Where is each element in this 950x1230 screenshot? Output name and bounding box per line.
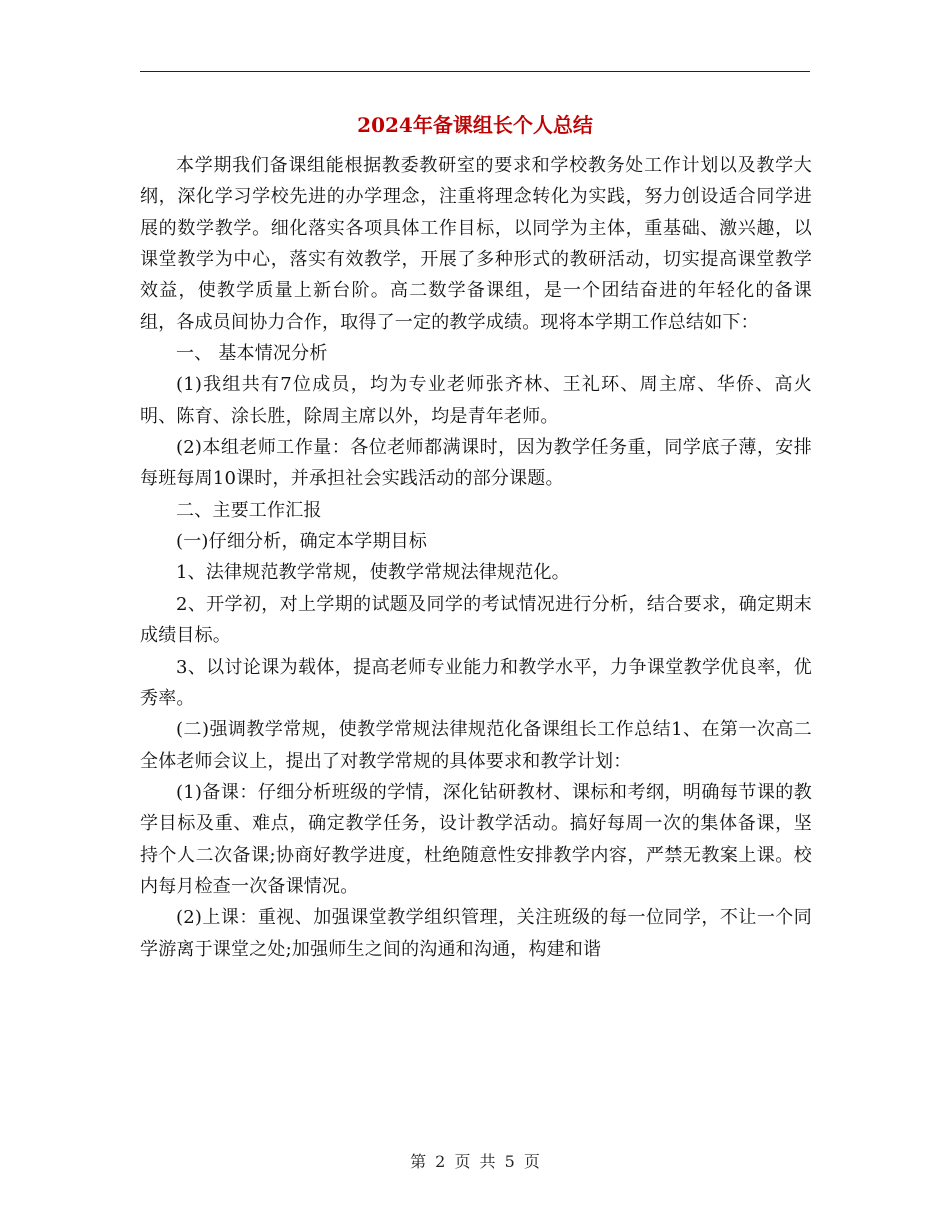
paragraph-lesson-prep: (1)备课：仔细分析班级的学情，深化钻研教材、课标和考纲，明确每节课的教学目标及重、难点，确定教学任务，设计教学活动。搞好每周一次的集体备课，坚持个人二次备课;协商好教学进度，杜绝随意性安排教学内容，严禁无教案上课。校内每月检查一次备课情况。 — [140, 781, 812, 897]
paragraph-intro: 本学期我们备课组能根据教委教研室的要求和学校教务处工作计划以及教学大纲，深化学习学校先进的办学理念，注重将理念转化为实践，努力创设适合同学进展的数学教学。细化落实各项具体工作目标，以同学为主体，重基础、激兴趣，以课堂教学为中心，落实有效教学，开展了多种形式的教研活动，切实提高课堂教学效益，使教学质量上新台阶。高二数学备课组，是一个团结奋进的年轻化的备课组，各成员间协力合作，取得了一定的教学成绩。现将本学期工作总结如下： — [140, 155, 812, 333]
list-item-3: 3、以讨论课为载体，提高老师专业能力和教学水平，力争课堂教学优良率，优秀率。 — [140, 656, 812, 709]
header-rule — [140, 71, 810, 72]
list-item-1: 1、法律规范教学常规，使教学常规法律规范化。 — [176, 562, 570, 584]
paragraph-members: (1)我组共有7位成员，均为专业老师张齐林、王礼环、周主席、华侨、高火明、陈育、涂长胜，除周主席以外，均是青年老师。 — [140, 374, 812, 427]
list-item-2: 2、开学初，对上学期的试题及同学的考试情况进行分析，结合要求，确定期末成绩目标。 — [140, 593, 812, 647]
paragraph-workload: (2)本组老师工作量：各位老师都满课时，因为教学任务重，同学底子薄，安排每班每周10课时，并承担社会实践活动的部分课题。 — [140, 437, 812, 490]
document-body — [140, 150, 812, 965]
heading-basic-situation: 一、 基本情况分析 — [176, 343, 328, 365]
subheading-routine: (二)强调教学常规，使教学常规法律规范化备课组长工作总结1、在第一次高二全体老师会议上，提出了对教学常规的具体要求和教学计划： — [140, 719, 812, 772]
subheading-goals: (一)仔细分析，确定本学期目标 — [176, 531, 428, 553]
document-title: 2024年备课组长个人总结 — [357, 113, 593, 137]
paragraph-class: (2)上课：重视、加强课堂教学组织管理，关注班级的每一位同学，不让一个同学游离于课堂之处;加强师生之间的沟通和沟通，构建和谐 — [140, 907, 812, 960]
page-number: 第 2 页 共 5 页 — [410, 1152, 540, 1171]
heading-main-work: 二、主要工作汇报 — [176, 499, 322, 521]
